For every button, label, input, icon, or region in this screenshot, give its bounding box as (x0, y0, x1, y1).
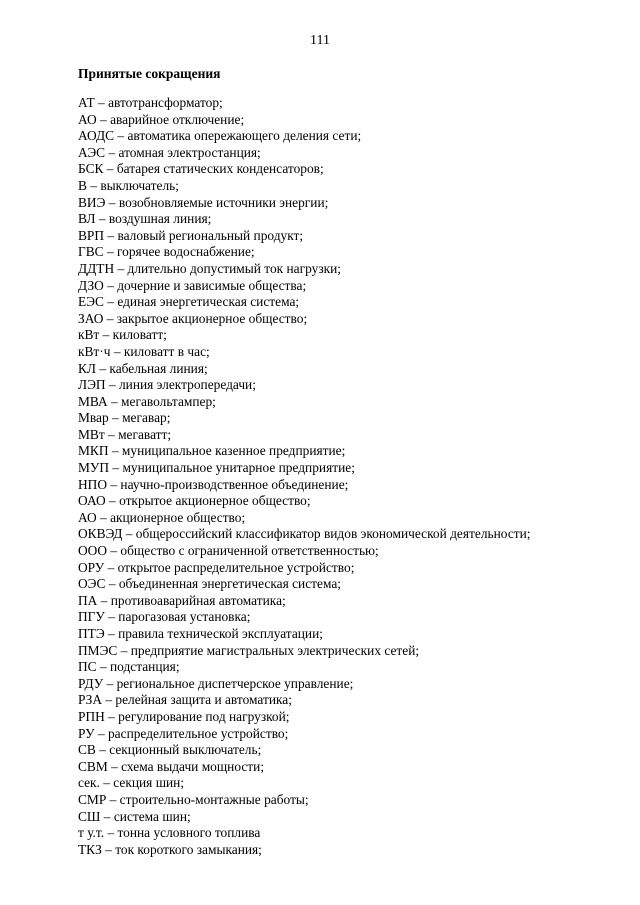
abbreviation-entry: АО – аварийное отключение; (78, 111, 245, 127)
abbreviation-entry: ЕЭС – единая энергетическая система; (78, 294, 300, 310)
abbreviation-entry: АОДС – автоматика опережающего деления сети; (78, 128, 362, 144)
abbreviation-entry: ВЛ – воздушная линия; (78, 211, 212, 227)
abbreviation-entry: ООО – общество с ограниченной ответственностью; (78, 543, 379, 559)
abbreviation-entry: ДЗО – дочерние и зависимые общества; (78, 277, 307, 293)
abbreviation-entry: ОЭС – объединенная энергетическая система; (78, 576, 341, 592)
abbreviation-entry: РДУ – региональное диспетчерское управление; (78, 675, 354, 691)
abbreviation-entry: МКП – муниципальное казенное предприятие; (78, 443, 346, 459)
abbreviation-entry: ДДТН – длительно допустимый ток нагрузки; (78, 260, 342, 276)
abbreviation-entry: ВРП – валовый региональный продукт; (78, 227, 304, 243)
abbreviation-entry: кВт – киловатт; (78, 327, 167, 343)
abbreviation-entry: СВМ – схема выдачи мощности; (78, 758, 265, 774)
abbreviation-entry: В – выключатель; (78, 177, 179, 193)
abbreviation-entry: ЛЭП – линия электропередачи; (78, 377, 256, 393)
abbreviation-entry: ЗАО – закрытое акционерное общество; (78, 310, 308, 326)
abbreviation-entry: ПГУ – парогазовая установка; (78, 609, 251, 625)
abbreviation-entry: БСК – батарея статических конденсаторов; (78, 161, 324, 177)
abbreviation-entry: СШ – система шин; (78, 808, 191, 824)
abbreviation-entry: ПМЭС – предприятие магистральных электрических сетей; (78, 642, 420, 658)
section-title: Принятые сокращения (78, 66, 221, 81)
abbreviation-entry: сек. – секция шин; (78, 775, 185, 791)
abbreviation-entry: РЗА – релейная защита и автоматика; (78, 692, 292, 708)
abbreviation-entry: ТКЗ – ток короткого замыкания; (78, 841, 262, 857)
abbreviation-entry: ОКВЭД – общероссийский классификатор видов экономической деятельности; (78, 526, 531, 542)
abbreviation-entry: АЭС – атомная электростанция; (78, 144, 261, 160)
abbreviation-entry: РУ – распределительное устройство; (78, 725, 289, 741)
abbreviation-entry: СВ – секционный выключатель; (78, 742, 262, 758)
abbreviation-entry: МВА – мегавольтампер; (78, 393, 216, 409)
abbreviation-entry: КЛ – кабельная линия; (78, 360, 208, 376)
abbreviation-entry: ПА – противоаварийная автоматика; (78, 592, 286, 608)
abbreviation-entry: СМР – строительно-монтажные работы; (78, 791, 309, 807)
page-number: 111 (310, 33, 330, 48)
abbreviation-entry: МВт – мегаватт; (78, 426, 172, 442)
abbreviation-entry: АО – акционерное общество; (78, 509, 246, 525)
abbreviation-entry: Мвар – мегавар; (78, 410, 171, 426)
abbreviation-entry: ПТЭ – правила технической эксплуатации; (78, 626, 323, 641)
abbreviation-list (78, 95, 618, 858)
abbreviation-entry: кВт·ч – киловатт в час; (78, 343, 210, 359)
abbreviation-entry: ВИЭ – возобновляемые источники энергии; (78, 194, 329, 210)
abbreviation-entry: АТ – автотрансформатор; (78, 95, 223, 110)
abbreviation-entry: РПН – регулирование под нагрузкой; (78, 708, 290, 724)
abbreviation-entry: ОАО – открытое акционерное общество; (78, 493, 311, 509)
abbreviation-entry: НПО – научно-производственное объединение; (78, 476, 349, 492)
abbreviation-entry: ОРУ – открытое распределительное устройство; (78, 559, 355, 575)
abbreviation-entry: ПС – подстанция; (78, 659, 180, 675)
abbreviation-entry: МУП – муниципальное унитарное предприятие; (78, 460, 355, 476)
abbreviation-entry: ГВС – горячее водоснабжение; (78, 244, 255, 260)
abbreviation-entry: т у.т. – тонна условного топлива (78, 825, 261, 841)
